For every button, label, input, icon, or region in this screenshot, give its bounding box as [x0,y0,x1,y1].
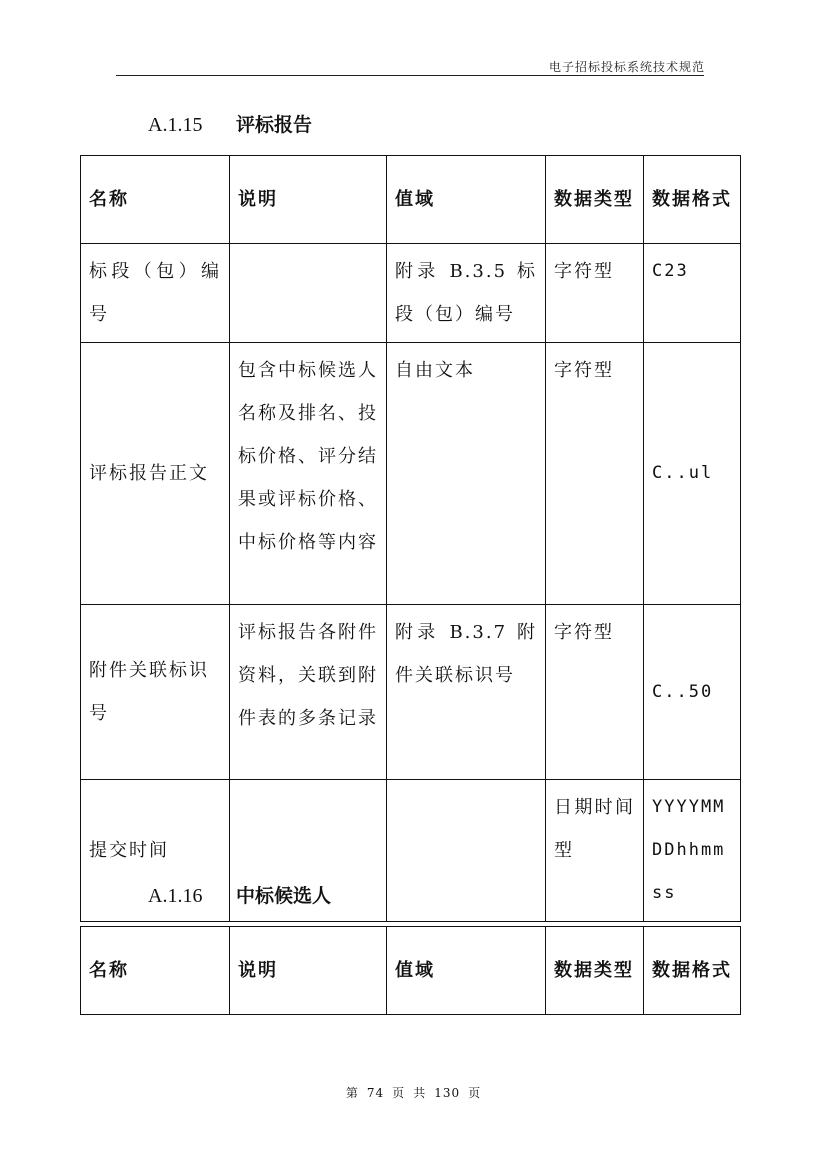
section-number: A.1.16 [148,885,203,907]
cell-domain: 附录 B.3.7 附件关联标识号 [387,605,546,780]
cell-type: 字符型 [546,605,644,780]
cell-domain: 自由文本 [387,343,546,605]
table-header-row [81,927,741,1015]
table-row [81,244,741,343]
column-header: 值域 [387,156,546,244]
cell-type: 日期时间型 [546,780,644,922]
footer-total-label: 共 [413,1086,427,1100]
footer-total-suffix: 页 [468,1086,482,1100]
section-title: 中标候选人 [236,885,332,907]
footer-page-number: 74 [366,1086,385,1100]
section-heading [148,110,312,137]
column-header: 说明 [230,156,387,244]
document-header-title: 电子招标投标系统技术规范 [548,60,705,74]
column-header: 数据格式 [644,156,741,244]
footer-total-number: 130 [434,1086,461,1100]
column-header: 名称 [81,156,230,244]
table-row [81,343,741,605]
column-header: 值域 [387,927,546,1015]
cell-domain: 附录 B.3.5 标段（包）编号 [387,244,546,343]
cell-name: 附件关联标识号 [81,605,230,780]
column-header: 数据格式 [644,927,741,1015]
spec-table [80,155,741,922]
cell-type: 字符型 [546,343,644,605]
header-divider [116,75,704,76]
column-header: 数据类型 [546,927,644,1015]
table-header-row [81,156,741,244]
section-heading [148,881,331,908]
cell-format: YYYYMMDDhhmmss [644,780,741,922]
spec-table [80,926,741,1015]
cell-desc [230,244,387,343]
cell-format: C..ul [644,343,741,605]
footer-page-suffix: 页 [392,1086,406,1100]
table-row [81,605,741,780]
footer-page-label: 第 [345,1086,359,1100]
cell-domain [387,780,546,922]
section-number: A.1.15 [148,114,203,136]
column-header: 说明 [230,927,387,1015]
cell-format: C23 [644,244,741,343]
cell-type: 字符型 [546,244,644,343]
column-header: 数据类型 [546,156,644,244]
cell-name: 评标报告正文 [81,343,230,605]
cell-name: 提交时间 [81,780,230,922]
column-header: 名称 [81,927,230,1015]
cell-desc: 包含中标候选人名称及排名、投标价格、评分结果或评标价格、中标价格等内容 [230,343,387,605]
page-footer [0,1084,827,1101]
cell-name: 标段（包）编号 [81,244,230,343]
cell-desc: 评标报告各附件资料，关联到附件表的多条记录 [230,605,387,780]
cell-format: C..50 [644,605,741,780]
section-title: 评标报告 [236,114,313,136]
